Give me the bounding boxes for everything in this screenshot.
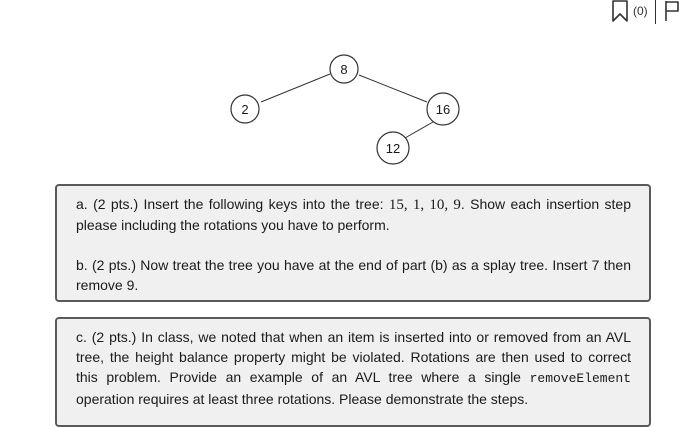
question-c xyxy=(76,327,631,409)
question-c-text: In class, we noted that when an item is inserted into or removed from an AVL tree, the height balance property might be violated. Rotations are then used to correct this problem. Provide an example of an AVL tree where a single xyxy=(76,329,632,385)
question-a-text: Insert the following keys into the tree: xyxy=(143,196,384,212)
node-label-12: 12 xyxy=(385,141,401,156)
question-a xyxy=(76,194,631,235)
question-c-code: removeElement xyxy=(529,371,632,386)
question-c-text-after: operation requires at least three rotations. Please demonstrate the steps. xyxy=(76,391,529,407)
question-b-label: b. xyxy=(76,257,88,273)
question-a-label: a. xyxy=(76,196,88,212)
edge-8-16 xyxy=(359,75,427,102)
question-c-points: (2 pts.) xyxy=(91,329,137,345)
question-b-points: (2 pts.) xyxy=(92,257,136,273)
edge-8-2 xyxy=(261,74,330,102)
question-b-text: Now treat the tree you have at the end of part (b) as a splay tree. Insert 7 then remove 9. xyxy=(76,257,632,293)
edge-16-12 xyxy=(405,122,433,138)
question-box-c xyxy=(55,317,651,427)
node-label-2: 2 xyxy=(241,102,249,117)
question-b xyxy=(76,255,631,295)
tree-node-12 xyxy=(377,132,409,164)
binary-tree-diagram xyxy=(0,0,691,175)
question-a-keys: 15, 1, 10, 9 xyxy=(388,197,461,213)
node-label-16: 16 xyxy=(435,102,451,117)
node-label-8: 8 xyxy=(340,62,348,77)
bookmark-count: (0) xyxy=(633,4,648,18)
question-box-ab xyxy=(55,184,651,302)
tree-node-8 xyxy=(330,55,358,83)
question-a-points: (2 pts.) xyxy=(93,196,139,212)
tree-node-2 xyxy=(231,95,259,123)
question-a-text-after: . Show each insertion step please including the rotations you have to perform. xyxy=(76,196,631,233)
tree-node-16 xyxy=(427,93,459,125)
question-c-label: c. xyxy=(76,329,87,345)
